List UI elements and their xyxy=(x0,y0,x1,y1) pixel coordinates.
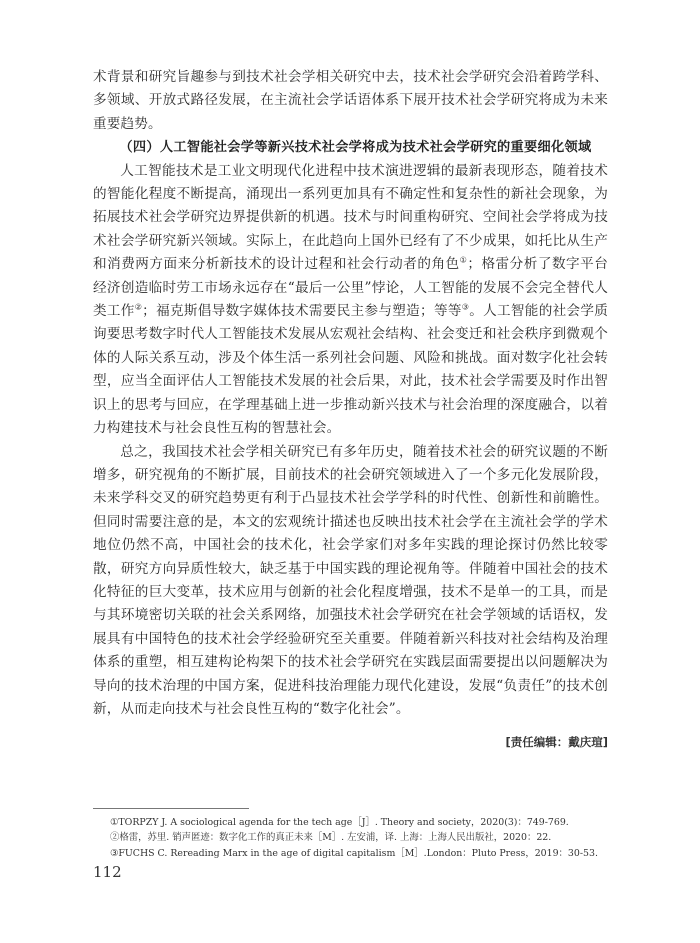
paragraph-text: ；格雷分析了数字平台经济创造临时劳工市场永远存在“最后一公里”悖论，人工智能的发展不会完全替代人类工作 xyxy=(93,256,609,320)
footnote-ref-2[interactable]: ② xyxy=(134,302,143,312)
paragraph-text: 。人工智能的社会学质询要思考数字时代人工智能技术发展从宏观社会结构、社会变迁和社会秩序到微观个体的人际关系互动，涉及个体生活一系列社会问题、风险和挑战。面对数字化社会转型，应当全面评估人工智能技术发展的社会后果，对此，技术社会学需要及时作出智识上的思考与回应，在学理基础上进一步推动新兴技术与社会治理的深度融合，以着力构建技术与社会良性互构的智慧社会。 xyxy=(93,303,609,437)
footnote-2: ②格雷，苏里. 销声匿迹：数字化工作的真正未来［M］. 左安浦，译. 上海：上海人民出版社，2020：22. xyxy=(110,832,552,844)
paragraph-conclusion: 总之，我国技术社会学相关研究已有多年历史，随着技术社会的研究议题的不断增多，研究视角的不断扩展，目前技术的社会研究领域进入了一个多元化发展阶段，未来学科交叉的研究趋势更有利于凸显技术社会学学科的时代性、创新性和前瞻性。但同时需要注意的是，本文的宏观统计描述也反映出技术社会学在主流社会学的学术地位仍然不高，中国社会的技术化，社会学家们对多年实践的理论探讨仍然比较零散，研究方向异质性较大，缺乏基于中国实践的理论视角等。伴随着中国社会的技术化特征的巨大变革，技术应用与创新的社会化程度增强，技术不是单一的工具，而是与其环境密切关联的社会关系网络，加强技术社会学研究在社会学领域的话语权，发展具有中国特色的技术社会学经验研究至关重要。伴随着新兴科技对社会结构及治理体系的重塑，相互建构论构架下的技术社会学研究在实践层面需要提出以问题解决为导向的技术治理的中国方案，促进科技治理能力现代化建设，发展“负责任”的技术创新，从而走向技术与社会良性互构的“数字化社会”。 xyxy=(93,443,608,717)
section-heading: （四）人工智能社会学等新兴技术社会学将成为技术社会学研究的重要细化领域 xyxy=(119,140,592,156)
paragraph-text: 人工智能技术是工业文明现代化进程中技术演进逻辑的最新表现形态，随着技术的智能化程度不断提高，涌现出一系列更加具有不确定性和复杂性的新社会现象，为拓展技术社会学研究边界提供新的机遇。技术与时间重构研究、空间社会学将成为技术社会学研究新兴领域。实际上，在此趋向上国外已经有了不少成果，如托比从生产和消费两方面来分析新技术的设计过程和社会行动者的角色 xyxy=(93,162,608,273)
page-number: 112 xyxy=(93,863,122,881)
footnote-1: ①TORPZY J. A sociological agenda for the tech age［J］. Theory and society，2020(3)：749-769. xyxy=(110,817,569,828)
paragraph-text: ；福克斯倡导数字媒体技术需要民主参与塑造；等等 xyxy=(142,303,462,320)
paragraph-ai-sociology xyxy=(93,160,608,441)
editor-note: [责任编辑：戴庆瑄] xyxy=(505,735,608,750)
continued-paragraph: 术背景和研究旨趣参与到技术社会学相关研究中去，技术社会学研究会沿着跨学科、多领域、开放式路径发展，在主流社会学话语体系下展开技术社会学研究将成为未来重要趋势。 xyxy=(93,69,608,132)
footnote-3: ③FUCHS C. Rereading Marx in the age of digital capitalism［M］.London：Pluto Press，2019：30-53. xyxy=(110,847,598,859)
article-body xyxy=(93,66,608,750)
footnote-ref-3[interactable]: ③ xyxy=(461,302,470,312)
footnote-ref-1[interactable]: ① xyxy=(459,255,468,265)
footnotes xyxy=(110,815,610,861)
footnote-divider xyxy=(93,808,249,809)
